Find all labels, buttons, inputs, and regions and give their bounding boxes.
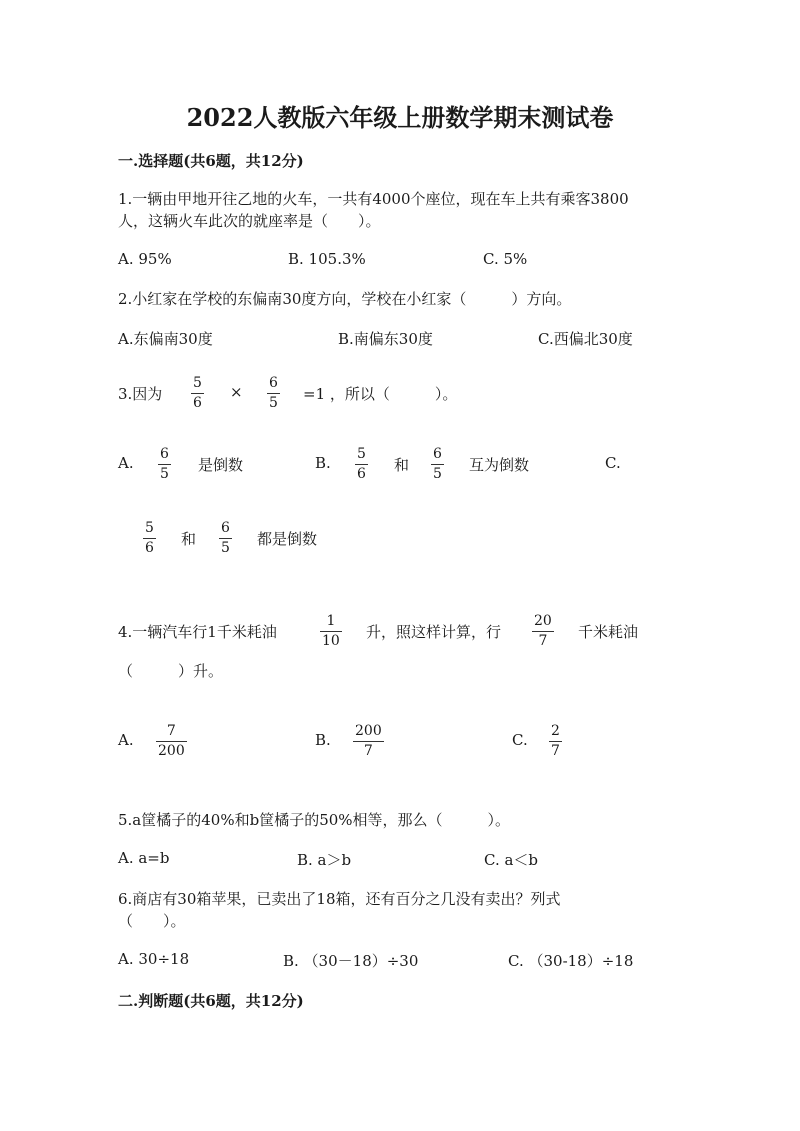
question-2-option-c: C.西偏北30度 bbox=[538, 330, 633, 348]
question-3-option-c-fraction-2 bbox=[219, 520, 232, 557]
question-6-line-1: 6.商店有30箱苹果，已卖出了18箱，还有百分之几没有卖出？列式 bbox=[118, 890, 561, 908]
question-4-option-a-fraction bbox=[156, 723, 187, 760]
question-1-option-c: C. 5% bbox=[483, 250, 528, 268]
question-2-stem: 2.小红家在学校的东偏南30度方向，学校在小红家（ ）方向。 bbox=[118, 290, 572, 308]
question-6-option-a: A. 30÷18 bbox=[118, 950, 190, 968]
fraction-denominator: 5 bbox=[160, 466, 169, 482]
fraction-denominator: 10 bbox=[322, 633, 340, 649]
fraction-numerator: 7 bbox=[166, 723, 176, 739]
question-4-middle: 升，照这样计算，行 bbox=[366, 623, 502, 641]
question-3-option-b-fraction-2 bbox=[431, 446, 444, 483]
question-6-line-2: （ ）。 bbox=[118, 912, 186, 930]
fraction-denominator: 6 bbox=[193, 395, 202, 411]
fraction-bar bbox=[355, 464, 368, 465]
fraction-denominator: 5 bbox=[221, 540, 230, 556]
question-3-fraction-2 bbox=[267, 375, 280, 412]
question-5-stem: 5.a筐橘子的40%和b筐橘子的50%相等，那么（ ）。 bbox=[118, 811, 511, 829]
question-4-option-c-fraction bbox=[549, 723, 562, 760]
question-3-option-b-fraction-1 bbox=[355, 446, 368, 483]
question-4-line-2: （ ）升。 bbox=[118, 662, 224, 680]
question-4-fraction-1 bbox=[320, 613, 342, 650]
question-3-option-b-label: B. bbox=[315, 454, 331, 472]
section-heading-choice: 一.选择题(共6题，共12分) bbox=[118, 152, 304, 170]
question-4-option-c-label: C. bbox=[512, 731, 528, 749]
question-3-option-c-text: 都是倒数 bbox=[257, 530, 318, 548]
question-4-prefix: 4.一辆汽车行1千米耗油 bbox=[118, 623, 277, 641]
fraction-denominator: 7 bbox=[363, 743, 373, 759]
question-1-line-1: 1.一辆由甲地开往乙地的火车，一共有4000个座位，现在车上共有乘客3800 bbox=[118, 190, 629, 208]
question-3-option-c-and: 和 bbox=[181, 530, 197, 548]
question-4-suffix: 千米耗油 bbox=[578, 623, 639, 641]
question-6-option-c: C. （30-18）÷18 bbox=[508, 952, 634, 970]
fraction-numerator: 5 bbox=[193, 375, 202, 391]
question-3-suffix: =1 ，所以（ ）。 bbox=[303, 385, 458, 403]
fraction-numerator: 20 bbox=[534, 613, 552, 629]
question-4-fraction-2 bbox=[532, 613, 554, 650]
fraction-numerator: 6 bbox=[160, 446, 169, 462]
question-3-times-sign: × bbox=[230, 383, 243, 401]
question-1-line-2: 人，这辆火车此次的就座率是（ ）。 bbox=[118, 212, 381, 230]
fraction-denominator: 6 bbox=[357, 466, 366, 482]
fraction-bar bbox=[267, 393, 280, 394]
fraction-numerator: 1 bbox=[326, 613, 336, 629]
fraction-denominator: 6 bbox=[145, 540, 154, 556]
question-3-option-a-text: 是倒数 bbox=[198, 456, 244, 474]
question-3-option-a-fraction bbox=[158, 446, 171, 483]
fraction-bar bbox=[143, 538, 156, 539]
question-6-option-b: B. （30－18）÷30 bbox=[283, 952, 419, 970]
fraction-numerator: 6 bbox=[433, 446, 442, 462]
fraction-numerator: 6 bbox=[269, 375, 278, 391]
question-3-fraction-1 bbox=[191, 375, 204, 412]
question-1-option-a: A. 95% bbox=[118, 250, 172, 268]
section-heading-judgement: 二.判断题(共6题，共12分) bbox=[118, 992, 304, 1010]
fraction-denominator: 7 bbox=[538, 633, 548, 649]
fraction-bar bbox=[156, 741, 187, 742]
question-4-option-b-label: B. bbox=[315, 731, 331, 749]
fraction-numerator: 200 bbox=[355, 723, 382, 739]
fraction-bar bbox=[549, 741, 562, 742]
fraction-bar bbox=[320, 631, 342, 632]
question-3-option-b-text: 互为倒数 bbox=[469, 456, 530, 474]
question-2-option-b: B.南偏东30度 bbox=[338, 330, 433, 348]
question-1-option-b: B. 105.3% bbox=[288, 250, 366, 268]
question-5-option-a: A. a=b bbox=[118, 849, 170, 867]
question-5-option-c: C. a＜b bbox=[484, 851, 539, 869]
question-3-option-c-label: C. bbox=[605, 454, 621, 472]
question-4-option-a-label: A. bbox=[118, 731, 134, 749]
fraction-denominator: 5 bbox=[269, 395, 278, 411]
fraction-bar bbox=[219, 538, 232, 539]
question-3-prefix: 3.因为 bbox=[118, 385, 163, 403]
question-2-option-a: A.东偏南30度 bbox=[118, 330, 213, 348]
question-3-option-a-label: A. bbox=[118, 454, 134, 472]
fraction-numerator: 5 bbox=[357, 446, 366, 462]
question-3-option-c-fraction-1 bbox=[143, 520, 156, 557]
fraction-numerator: 5 bbox=[145, 520, 154, 536]
page-title: 2022人教版六年级上册数学期末测试卷 bbox=[186, 103, 614, 132]
fraction-bar bbox=[191, 393, 204, 394]
fraction-bar bbox=[431, 464, 444, 465]
fraction-bar bbox=[158, 464, 171, 465]
fraction-denominator: 200 bbox=[158, 743, 185, 759]
fraction-bar bbox=[532, 631, 554, 632]
fraction-denominator: 5 bbox=[433, 466, 442, 482]
fraction-bar bbox=[353, 741, 384, 742]
fraction-numerator: 6 bbox=[221, 520, 230, 536]
question-3-option-b-and: 和 bbox=[394, 456, 410, 474]
fraction-denominator: 7 bbox=[551, 743, 560, 759]
question-4-option-b-fraction bbox=[353, 723, 384, 760]
fraction-numerator: 2 bbox=[551, 723, 560, 739]
question-5-option-b: B. a＞b bbox=[297, 851, 352, 869]
